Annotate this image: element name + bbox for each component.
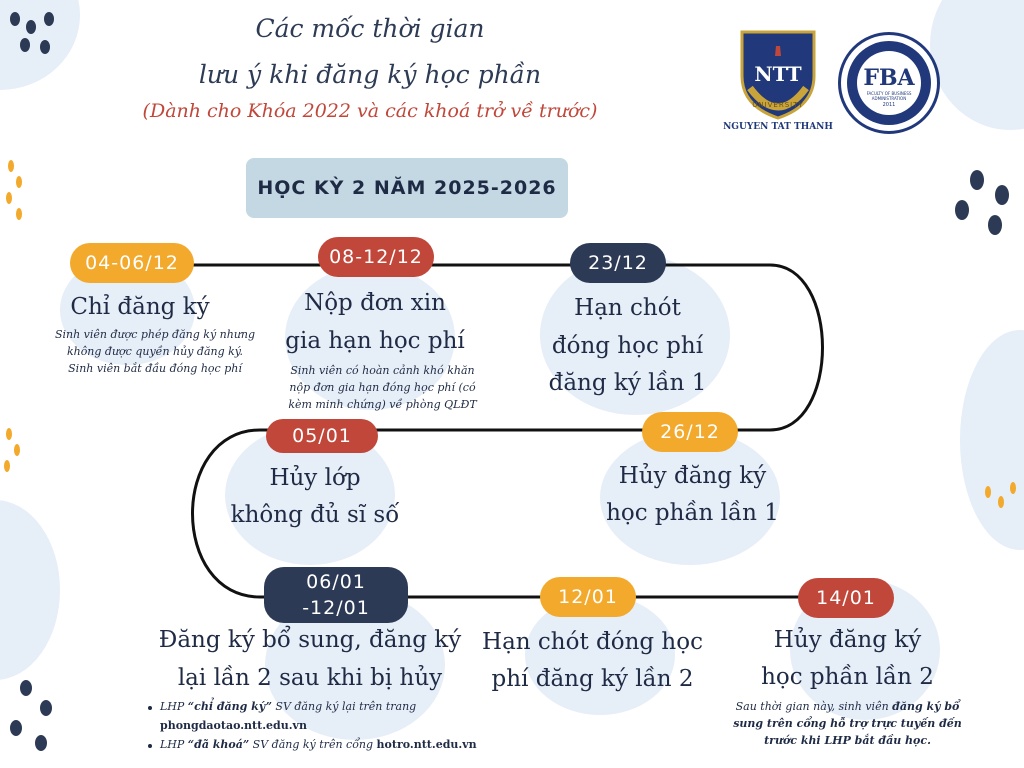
fba-monogram: FBA <box>863 65 915 91</box>
milestone-desc: sung trên cổng hỗ trợ trực tuyến đến <box>733 717 962 730</box>
milestone-title: Hạn chót <box>574 295 681 321</box>
note-link[interactable]: hotro.ntt.edu.vn <box>376 738 477 751</box>
note-link[interactable]: phongdaotao.ntt.edu.vn <box>160 719 307 732</box>
milestone-desc: trước khi LHP bắt đầu học. <box>764 734 931 747</box>
bullet-marker <box>148 706 152 710</box>
milestone-title: Hủy đăng ký <box>773 627 922 653</box>
milestone-title: học phần lần 2 <box>761 664 934 690</box>
milestone-title: không đủ sĩ số <box>230 502 400 528</box>
fba-text-line1: FACULTY OF BUSINESS <box>866 91 912 96</box>
page-title-line1: Các mốc thời gian <box>255 14 485 43</box>
milestone-title: đóng học phí <box>551 333 704 359</box>
milestone-title: Hạn chót đóng học <box>482 629 703 655</box>
milestone-desc: Sau thời gian này, sinh viên đăng ký bổ <box>735 700 960 713</box>
milestone-title: Hủy lớp <box>269 465 361 491</box>
page-subtitle: (Dành cho Khóa 2022 và các khoá trở về trước) <box>142 100 598 122</box>
date-pill: 05/01 <box>266 419 378 453</box>
date-pill <box>264 567 408 623</box>
ntt-ring-text: UNIVERSITY <box>752 101 804 109</box>
milestone-title: Chỉ đăng ký <box>70 294 210 320</box>
ntt-monogram: NTT <box>754 62 802 86</box>
ntt-name: NGUYEN TAT THANH <box>723 122 833 132</box>
fba-logo <box>838 32 940 134</box>
milestone-title: Đăng ký bổ sung, đăng ký <box>158 627 462 653</box>
milestone-title: phí đăng ký lần 2 <box>491 666 694 692</box>
date-pill: 23/12 <box>570 243 666 283</box>
milestone-desc: không được quyền hủy đăng ký. <box>66 345 244 358</box>
milestone-desc: kèm minh chứng) về phòng QLĐT <box>288 398 477 411</box>
page-title-line2: lưu ý khi đăng ký học phần <box>198 60 542 89</box>
milestone-desc: Sinh viên được phép đăng ký nhưng <box>54 328 256 341</box>
note-line: LHP “đã khoá” SV đăng ký trên cổng hotro.ntt.edu.vn <box>160 738 477 751</box>
ntt-logo <box>723 26 833 136</box>
milestone-desc: Sinh viên bắt đầu đóng học phí <box>68 362 242 375</box>
milestone-title: lại lần 2 sau khi bị hủy <box>177 665 443 691</box>
milestone-title: học phần lần 1 <box>606 500 779 526</box>
milestone-title: gia hạn học phí <box>285 328 465 354</box>
fba-year: 2011 <box>882 102 896 108</box>
milestone-desc: nộp đơn gia hạn đóng học phí (có <box>289 381 476 394</box>
milestone-title: Nộp đơn xin <box>304 290 446 316</box>
milestone-desc: Sinh viên có hoàn cảnh khó khăn <box>290 364 475 377</box>
date-pill: 12/01 <box>540 577 636 617</box>
bullet-marker <box>148 744 152 748</box>
date-pill: 14/01 <box>798 578 894 618</box>
date-pill-line1: 06/01 <box>306 571 366 593</box>
date-pill-line2: -12/01 <box>302 597 370 619</box>
semester-banner: HỌC KỲ 2 NĂM 2025-2026 <box>246 158 568 218</box>
fba-text-line2: ADMINISTRATION <box>871 96 907 101</box>
note-line: LHP “chỉ đăng ký” SV đăng ký lại trên trang <box>160 700 417 713</box>
milestone-title: đăng ký lần 1 <box>548 370 707 396</box>
milestone-title: Hủy đăng ký <box>618 463 767 489</box>
date-pill: 08-12/12 <box>318 237 434 277</box>
date-pill: 04-06/12 <box>70 243 194 283</box>
date-pill: 26/12 <box>642 412 738 452</box>
